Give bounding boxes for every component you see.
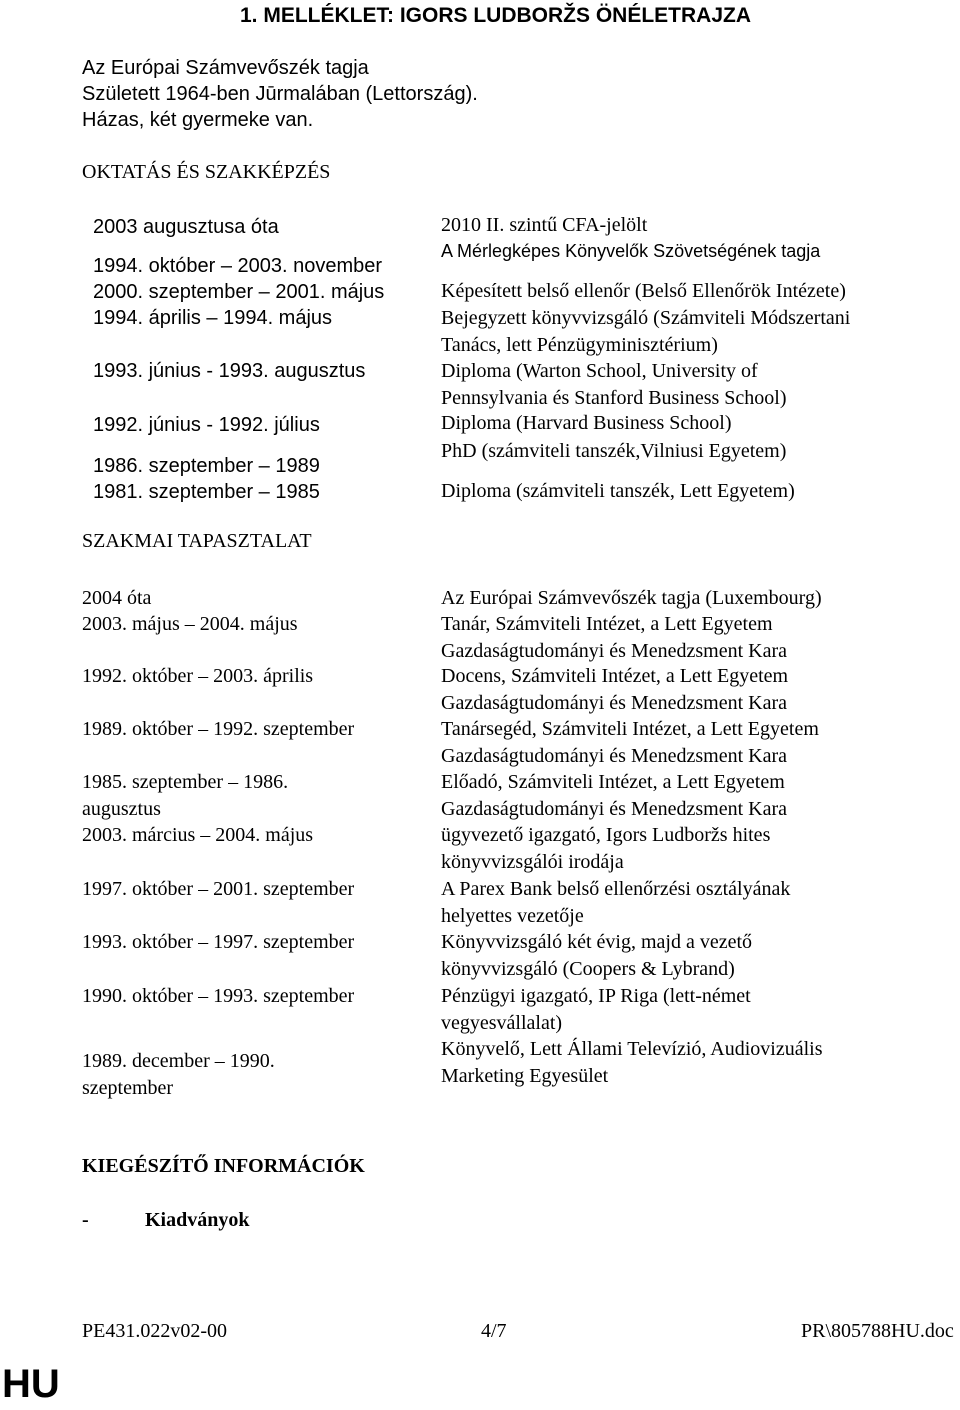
experience-item: Könyvvizsgáló két évig, majd a vezető könyvvizsgáló (Coopers & Lybrand) xyxy=(441,931,753,980)
experience-date: 2003. március – 2004. május xyxy=(82,824,314,846)
education-date: 1994. október – 2003. november xyxy=(93,255,383,277)
education-item: Képesített belső ellenőr (Belső Ellenőrök Intézete) xyxy=(441,280,846,302)
education-date: 2003 augusztusa óta xyxy=(93,216,279,238)
experience-item: Könyvelő, Lett Állami Televízió, Audiovizuális Marketing Egyesület xyxy=(441,1038,823,1087)
experience-date: 2003. május – 2004. május xyxy=(82,613,298,635)
intro-birth: Született 1964-ben Jūrmalában (Lettország). xyxy=(82,83,478,105)
intro-family: Házas, két gyermeke van. xyxy=(82,109,314,131)
education-date: 1992. június - 1992. július xyxy=(93,414,320,436)
experience-item: Tanársegéd, Számviteli Intézet, a Lett Egyetem Gazdaságtudományi és Menedzsment Kara xyxy=(441,718,819,767)
experience-date: 1989. október – 1992. szeptember xyxy=(82,718,355,740)
experience-date: 1997. október – 2001. szeptember xyxy=(82,878,355,900)
experience-item: Előadó, Számviteli Intézet, a Lett Egyetem Gazdaságtudományi és Menedzsment Kara xyxy=(441,771,787,820)
footer-file-name: PR\805788HU.doc xyxy=(801,1320,954,1342)
language-code: HU xyxy=(2,1362,60,1406)
education-date: 2000. szeptember – 2001. május xyxy=(93,281,385,303)
education-item: 2010 II. szintű CFA-jelölt xyxy=(441,214,648,236)
experience-item: Pénzügyi igazgató, IP Riga (lett-német vegyesvállalat) xyxy=(441,985,751,1034)
education-date: 1981. szeptember – 1985 xyxy=(93,481,320,503)
education-date: 1993. június - 1993. augusztus xyxy=(93,360,366,382)
education-date: 1986. szeptember – 1989 xyxy=(93,455,320,477)
experience-date: 1993. október – 1997. szeptember xyxy=(82,931,355,953)
bullet-dash: - xyxy=(82,1209,89,1231)
experience-date: 1989. december – 1990. szeptember xyxy=(82,1050,275,1099)
education-item: Diploma (Harvard Business School) xyxy=(441,412,732,434)
experience-date: 1992. október – 2003. április xyxy=(82,665,314,687)
education-date: 1994. április – 1994. május xyxy=(93,307,333,329)
experience-item: Az Európai Számvevőszék tagja (Luxembourg) xyxy=(441,587,822,609)
footer-doc-ref: PE431.022v02-00 xyxy=(82,1320,227,1342)
additional-heading: KIEGÉSZÍTŐ INFORMÁCIÓK xyxy=(82,1155,365,1177)
intro-membership: Az Európai Számvevőszék tagja xyxy=(82,57,369,79)
footer-page-number: 4/7 xyxy=(481,1320,507,1342)
education-item: A Mérlegképes Könyvelők Szövetségének tagja xyxy=(441,241,821,261)
education-item: PhD (számviteli tanszék,Vilniusi Egyetem) xyxy=(441,440,787,462)
experience-date: 1990. október – 1993. szeptember xyxy=(82,985,355,1007)
experience-item: Docens, Számviteli Intézet, a Lett Egyetem Gazdaságtudományi és Menedzsment Kara xyxy=(441,665,789,714)
experience-item: Tanár, Számviteli Intézet, a Lett Egyetem Gazdaságtudományi és Menedzsment Kara xyxy=(441,613,787,662)
page-title: 1. MELLÉKLET: IGORS LUDBORŽS ÖNÉLETRAJZA xyxy=(240,4,752,27)
education-item: Diploma (Warton School, University of Pennsylvania és Stanford Business School) xyxy=(441,360,787,409)
experience-heading: SZAKMAI TAPASZTALAT xyxy=(82,530,312,552)
experience-date: 1985. szeptember – 1986. augusztus xyxy=(82,771,289,820)
experience-item: A Parex Bank belső ellenőrzési osztályának helyettes vezetője xyxy=(441,878,791,927)
experience-date: 2004 óta xyxy=(82,587,152,609)
education-item: Bejegyzett könyvvizsgáló (Számviteli Módszertani Tanács, lett Pénzügyminisztérium) xyxy=(441,307,851,356)
publications-item: Kiadványok xyxy=(145,1209,250,1231)
education-heading: OKTATÁS ÉS SZAKKÉPZÉS xyxy=(82,161,331,183)
education-item: Diploma (számviteli tanszék, Lett Egyetem) xyxy=(441,480,795,502)
experience-item: ügyvezető igazgató, Igors Ludboržs hites könyvvizsgálói irodája xyxy=(441,824,771,873)
